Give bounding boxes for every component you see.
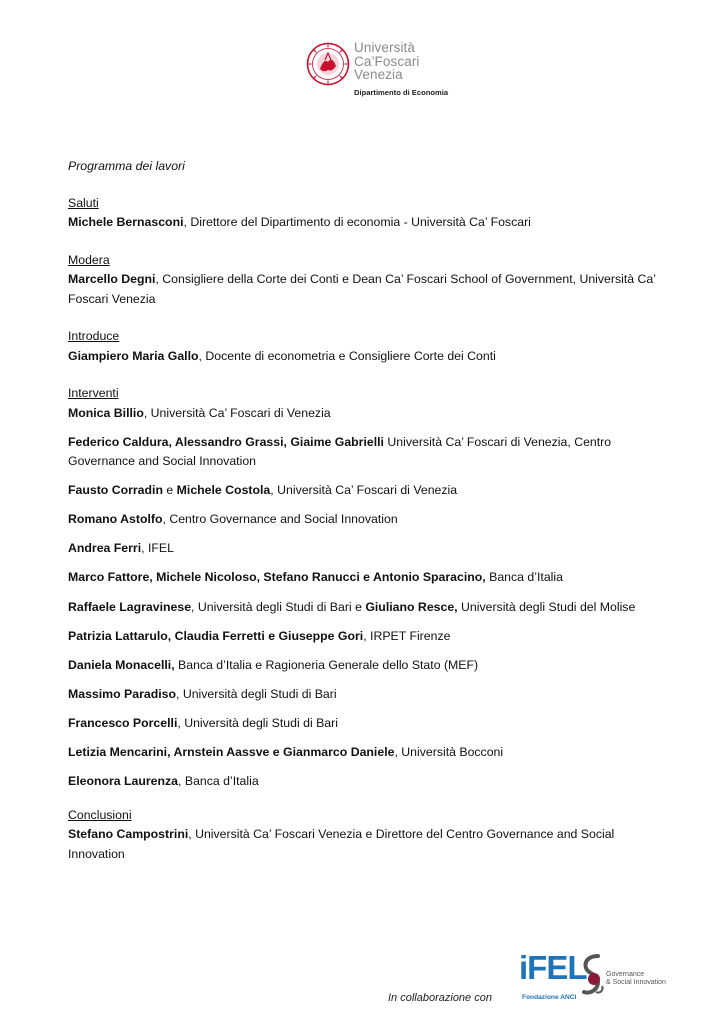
conclusioni-list [68, 825, 668, 864]
speaker-affiliation: Banca d’Italia e Ragioneria Generale dello Stato (MEF) [174, 657, 479, 672]
speaker-entry [68, 433, 668, 472]
section-heading: Saluti [68, 195, 99, 210]
university-line: Venezia [354, 67, 403, 82]
university-line: Ca’Foscari [354, 53, 420, 69]
speaker-affiliation: , Università Ca’ Foscari Venezia e Direttore del Centro Governance and Social Innovation [68, 827, 615, 861]
speaker-name: Marcello Degni [68, 272, 156, 286]
governance-line: Governance [606, 971, 645, 978]
speaker-entry [68, 481, 668, 501]
speaker-name: Giampiero Maria Gallo [68, 348, 199, 363]
speaker-entry [68, 714, 668, 734]
speaker-entry [68, 568, 668, 588]
speaker-affiliation: , Università Ca’ Foscari di Venezia [270, 483, 458, 498]
speaker-affiliation: e [162, 483, 177, 498]
speaker-affiliation: , Direttore del Dipartimento di economia - Università Ca’ Foscari [183, 215, 531, 229]
section-saluti [68, 194, 668, 233]
program-content [68, 157, 668, 882]
department-name: Dipartimento di Economia [354, 88, 449, 97]
speaker-entry [68, 598, 668, 618]
speaker-entry [68, 825, 668, 864]
governance-social-innovation-logo [580, 952, 664, 1002]
section-modera [68, 251, 668, 310]
speaker-name: Michele Costola [176, 483, 271, 498]
ifel-subtitle: Fondazione ANCI [522, 994, 577, 1001]
speaker-affiliation: , Università degli Studi di Bari [175, 686, 337, 701]
speaker-affiliation: Università degli Studi del Molise [457, 599, 636, 614]
speaker-entry [68, 627, 668, 647]
university-seal-icon [306, 42, 350, 86]
speaker-entry [68, 685, 668, 705]
speaker-affiliation: , IFEL [141, 541, 174, 556]
speaker-name: Raffaele Lagravinese [68, 599, 192, 614]
section-heading: Modera [68, 252, 110, 267]
speaker-affiliation: , Centro Governance and Social Innovation [162, 512, 398, 527]
collaboration-label: In collaborazione con [388, 992, 492, 1004]
speaker-name: Fausto Corradin [68, 483, 163, 498]
speaker-entry [68, 270, 668, 309]
speaker-entry [68, 656, 668, 676]
ifel-logo [519, 949, 587, 1008]
ca-foscari-logo [306, 40, 449, 100]
speaker-affiliation: Banca d’Italia [485, 570, 563, 585]
university-line: Università [354, 40, 416, 55]
speaker-name: Federico Caldura, Alessandro Grassi, Giaime Gabrielli [68, 434, 384, 449]
speaker-name: Patrizia Lattarulo, Claudia Ferretti e Giuseppe Gori [68, 628, 364, 643]
governance-line: & Social Innovation [606, 979, 666, 986]
speaker-entry [68, 772, 668, 792]
section-heading: Introduce [68, 329, 120, 343]
speaker-affiliation: Università Ca’ Foscari di Venezia, Centro Governance and Social Innovation [68, 434, 612, 469]
speaker-affiliation: , Università Ca’ Foscari di Venezia [143, 405, 331, 420]
speaker-name: Daniela Monacelli, [68, 657, 175, 672]
speaker-name: Michele Bernasconi [68, 215, 184, 229]
program-title: Programma dei lavori [68, 159, 185, 173]
governance-mark-icon [580, 952, 606, 1000]
speaker-entry [68, 347, 668, 367]
speaker-name: Marco Fattore, Michele Nicoloso, Stefano Ranucci e Antonio Sparacino, [68, 570, 486, 585]
speaker-affiliation: , Docente di econometria e Consigliere Corte dei Conti [198, 348, 496, 363]
speaker-name: Eleonora Laurenza [68, 774, 179, 789]
speaker-name: Stefano Campostrini [68, 827, 189, 842]
ifel-wordmark: iFEL [519, 949, 587, 986]
interventi-list [68, 404, 668, 792]
speaker-name: Letizia Mencarini, Arnstein Aassve e Gianmarco Daniele [68, 745, 395, 760]
section-heading: Conclusioni [68, 807, 132, 822]
speaker-entry [68, 743, 668, 763]
section-conclusioni [68, 806, 668, 865]
governance-text [606, 971, 666, 987]
speaker-affiliation: , Università Bocconi [394, 745, 504, 760]
speaker-name: Romano Astolfo [68, 512, 163, 527]
speaker-affiliation: , Università degli Studi di Bari [177, 715, 338, 730]
speaker-name: Giuliano Resce, [365, 599, 458, 614]
speaker-name: Francesco Porcelli [68, 715, 178, 730]
speaker-name: Andrea Ferri [68, 541, 142, 556]
section-interventi [68, 384, 668, 792]
speaker-affiliation: , Banca d’Italia [178, 774, 259, 789]
section-heading: Interventi [68, 386, 119, 400]
speaker-entry [68, 510, 668, 530]
speaker-affiliation: , IRPET Firenze [363, 628, 451, 643]
university-name [354, 41, 420, 82]
speaker-entry [68, 213, 668, 233]
speaker-affiliation: , Università degli Studi di Bari e [191, 599, 366, 614]
speaker-name: Monica Billio [68, 405, 144, 420]
speaker-name: Massimo Paradiso [68, 686, 176, 701]
speaker-entry [68, 539, 668, 559]
section-introduce [68, 327, 668, 366]
speaker-affiliation: , Consigliere della Corte dei Conti e Dean Ca’ Foscari School of Government, Università Ca’ Foscari Venezia [68, 272, 656, 306]
speaker-entry [68, 404, 668, 424]
